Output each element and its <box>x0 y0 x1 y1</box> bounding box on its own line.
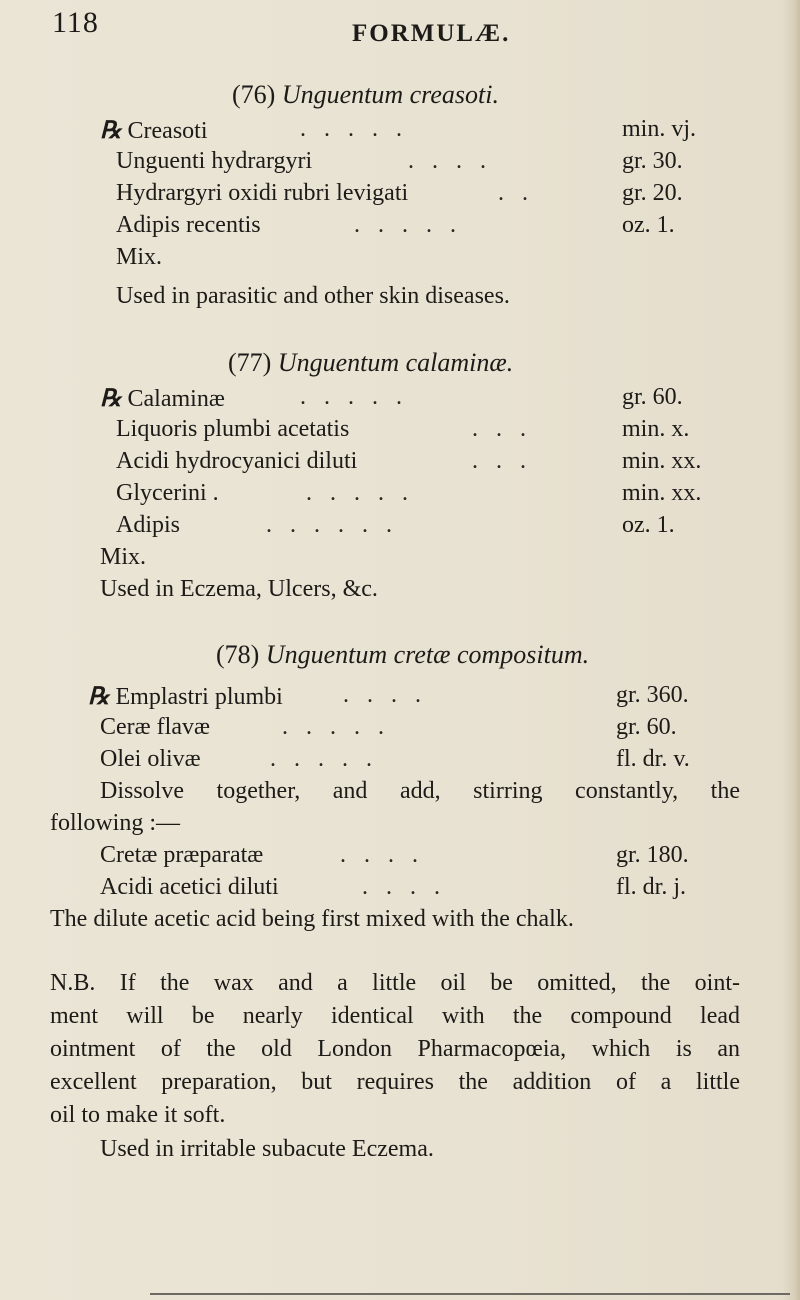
nb-paragraph-line: ment will be nearly identical with the compound lead <box>50 1003 740 1029</box>
formula-number: (77) <box>228 348 272 377</box>
formula-heading <box>232 80 499 110</box>
formula-heading <box>216 640 589 670</box>
rx-symbol: ℞ <box>100 386 122 412</box>
formula-heading <box>228 348 513 378</box>
ingredient-row <box>116 448 756 478</box>
ingredient-amount: min. xx. <box>622 480 702 506</box>
dissolve-instruction: Dissolve together, and add, stirring constantly, the <box>100 778 740 804</box>
ingredient-amount: min. x. <box>622 416 690 442</box>
rx-symbol: ℞ <box>88 684 110 710</box>
leader-dots: . . . . . <box>300 116 408 142</box>
ingredient-row <box>100 874 740 904</box>
ingredient-row <box>116 212 756 242</box>
mix-instruction: Mix. <box>100 544 147 570</box>
ingredient-name: ℞ Emplastri plumbi <box>88 684 283 710</box>
mix-instruction: Mix. <box>116 244 163 270</box>
dissolve-instruction-cont: following :— <box>50 810 180 836</box>
formula-title: Unguentum creasoti. <box>281 80 499 109</box>
leader-dots: . . . . <box>343 682 427 708</box>
ingredient-amount: oz. 1. <box>622 512 675 538</box>
ingredient-name: Hydrargyri oxidi rubri levigati <box>116 180 409 206</box>
leader-dots: . . . <box>472 416 532 442</box>
ingredient-row <box>116 416 756 446</box>
usage-note: Used in parasitic and other skin diseases. <box>116 283 510 309</box>
ingredient-amount: min. xx. <box>622 448 702 474</box>
ingredient-amount: gr. 180. <box>616 842 689 868</box>
formula-number: (76) <box>232 80 276 109</box>
usage-note: Used in Eczema, Ulcers, &c. <box>100 576 378 602</box>
leader-dots: . . <box>498 180 534 206</box>
ingredient-row <box>100 714 740 744</box>
ingredient-row <box>100 116 740 146</box>
leader-dots: . . . . . <box>282 714 390 740</box>
nb-paragraph-line: N.B. If the wax and a little oil be omitted, the oint- <box>50 970 740 996</box>
ingredient-row <box>116 512 756 542</box>
nb-paragraph-line: ointment of the old London Pharmacopœia, which is an <box>50 1036 740 1062</box>
leader-dots: . . . . <box>340 842 424 868</box>
leader-dots: . . . . . <box>270 746 378 772</box>
nb-paragraph-line: oil to make it soft. <box>50 1102 226 1128</box>
ingredient-name: Adipis <box>116 512 181 538</box>
leader-dots: . . . . . . <box>266 512 398 538</box>
nb-paragraph-line: excellent preparation, but requires the addition of a little <box>50 1069 740 1095</box>
ingredient-name: Cretæ præparatæ <box>100 842 264 868</box>
leader-dots: . . . . . <box>300 384 408 410</box>
ingredient-name: Acidi acetici diluti <box>100 874 279 900</box>
ingredient-row <box>100 384 740 414</box>
ingredient-name: Unguenti hydrargyri <box>116 148 313 174</box>
formula-number: (78) <box>216 640 260 669</box>
leader-dots: . . . <box>472 448 532 474</box>
ingredient-name: Liquoris plumbi acetatis <box>116 416 350 442</box>
ingredient-name: Adipis recentis <box>116 212 261 238</box>
leader-dots: . . . . . <box>306 480 414 506</box>
ingredient-amount: gr. 60. <box>622 384 683 410</box>
ingredient-name: Olei olivæ <box>100 746 201 772</box>
usage-note: Used in irritable subacute Eczema. <box>100 1136 434 1162</box>
ingredient-name: Acidi hydrocyanici diluti <box>116 448 358 474</box>
ingredient-amount: fl. dr. j. <box>616 874 686 900</box>
ingredient-row <box>116 480 756 510</box>
ingredient-amount: gr. 360. <box>616 682 689 708</box>
ingredient-amount: oz. 1. <box>622 212 675 238</box>
formula-title: Unguentum cretæ compositum. <box>265 640 590 669</box>
ingredient-name: Glycerini . <box>116 480 219 506</box>
ingredient-row <box>116 148 756 178</box>
ingredient-name: ℞ Creasoti <box>100 118 208 144</box>
ingredient-row <box>100 842 740 872</box>
page-edge-shadow <box>782 0 800 1300</box>
ingredient-amount: gr. 30. <box>622 148 683 174</box>
ingredient-row <box>100 746 740 776</box>
ingredient-amount: gr. 20. <box>622 180 683 206</box>
ingredient-amount: fl. dr. v. <box>616 746 690 772</box>
leader-dots: . . . . . <box>354 212 462 238</box>
ingredient-row <box>116 180 756 210</box>
ingredient-name: ℞ Calaminæ <box>100 386 225 412</box>
rx-symbol: ℞ <box>100 118 122 144</box>
leader-dots: . . . . <box>362 874 446 900</box>
preparation-note: The dilute acetic acid being first mixed with the chalk. <box>50 906 574 932</box>
formula-title: Unguentum calaminæ. <box>277 348 514 377</box>
page-number: 118 <box>52 6 99 39</box>
ingredient-row <box>88 682 728 712</box>
ingredient-amount: min. vj. <box>622 116 697 142</box>
running-title: FORMULÆ. <box>352 20 511 47</box>
bottom-rule <box>150 1293 790 1295</box>
leader-dots: . . . . <box>408 148 492 174</box>
page-header <box>52 6 752 54</box>
ingredient-name: Ceræ flavæ <box>100 714 210 740</box>
ingredient-amount: gr. 60. <box>616 714 677 740</box>
